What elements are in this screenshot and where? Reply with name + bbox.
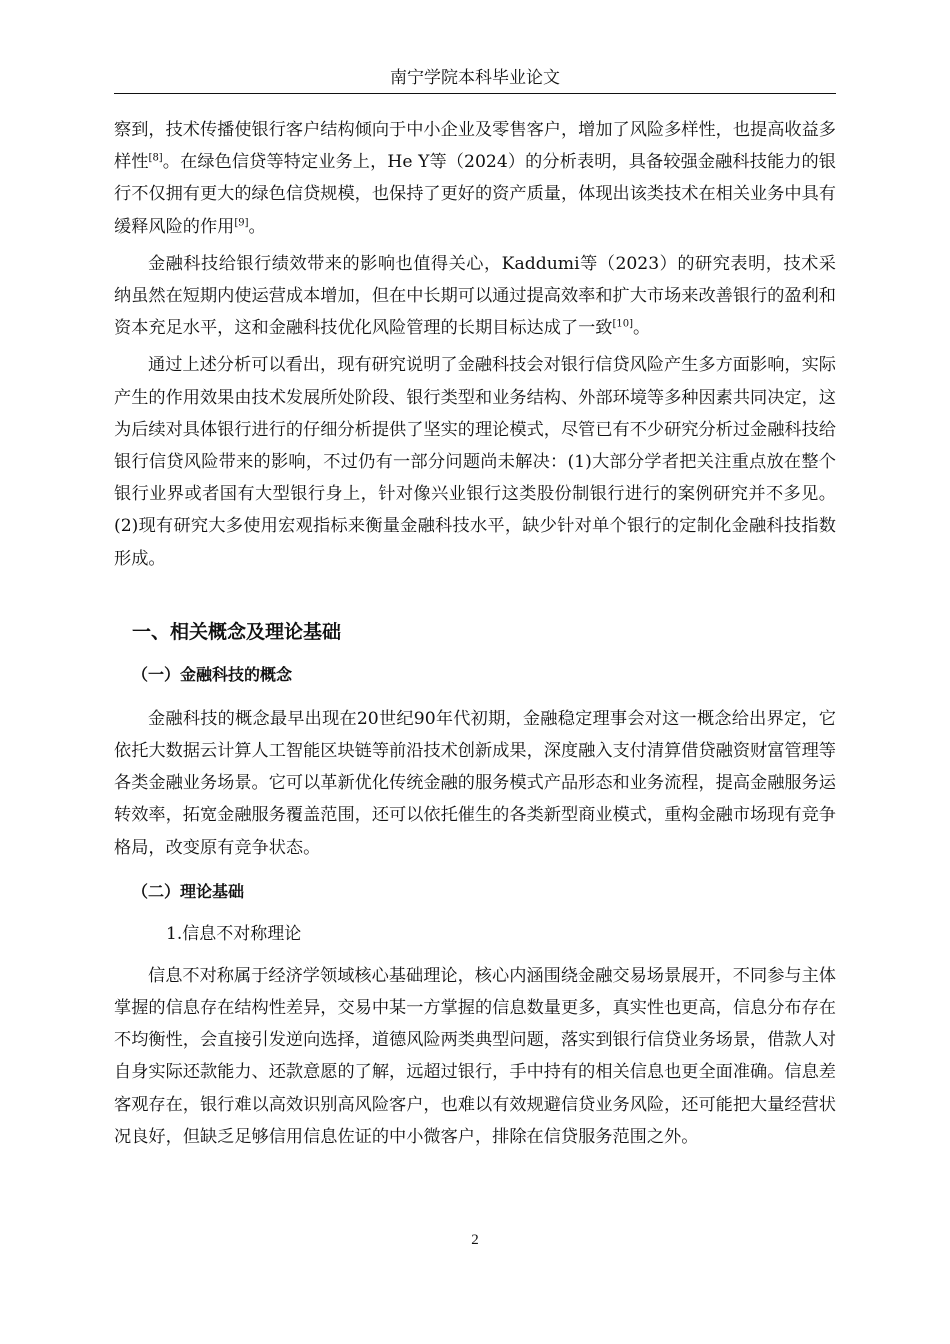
paragraph-2-text: 金融科技给银行绩效带来的影响也值得关心，Kaddumi等（2023）的研究表明，技术采纳虽然在短期内使运营成本增加，但在中长期可以通过提高效率和扩大市场来改善银行的盈利和资本充足水平，这和金融科技优化风险管理的长期目标达成了一致 — [114, 253, 836, 339]
section-heading: 一、相关概念及理论基础 — [132, 620, 342, 643]
paragraph-3: 通过上述分析可以看出，现有研究说明了金融科技会对银行信贷风险产生多方面影响，实际产生的作用效果由技术发展所处阶段、银行类型和业务结构、外部环境等多种因素共同决定，这为后续对具体银行进行的仔细分析提供了坚实的理论模式，尽管已有不少研究分析过金融科技给银行信贷风险带来的影响，不过仍有一部分问题尚未解决：(1)大部分学者把关注重点放在整个银行业界或者国有大型银行身上，针对像兴业银行这类股份制银行进行的案例研究并不多见。(2)现有研究大多使用宏观指标来衡量金融科技水平，缺少针对单个银行的定制化金融科技指数形成。 — [114, 355, 836, 569]
fintech-concept-paragraph: 金融科技的概念最早出现在20世纪90年代初期，金融稳定理事会对这一概念给出界定，它依托大数据云计算人工智能区块链等前沿技术创新成果，深度融入支付清算借贷融资财富管理等各类金融业务场景。它可以革新优化传统金融的服务模式产品形态和业务流程，提高金融服务运转效率，拓宽金融服务覆盖范围，还可以依托催生的各类新型商业模式，重构金融市场现有竞争格局，改变原有竞争状态。 — [114, 708, 836, 858]
header-rule — [114, 93, 836, 94]
subsection-heading-2: （二）理论基础 — [132, 881, 245, 901]
paragraph-2 — [114, 248, 836, 345]
subsection-heading-1: （一）金融科技的概念 — [132, 664, 293, 684]
paragraph-1-text: 察到，技术传播使银行客户结构倾向于中小企业及零售客户，增加了风险多样性，也提高收益多样性 — [114, 120, 836, 173]
citation-10: [10] — [612, 318, 633, 330]
theory-heading-1: 1.信息不对称理论 — [166, 923, 302, 944]
page-body — [114, 114, 836, 1153]
citation-9: [9] — [234, 216, 249, 228]
running-header: 南宁学院本科毕业论文 — [390, 68, 560, 88]
paragraph-2-text-2: 。 — [632, 318, 651, 339]
page-number: 2 — [471, 1232, 479, 1248]
paragraph-1-text-3: 。 — [248, 216, 266, 237]
citation-8: [8] — [148, 152, 163, 164]
information-asymmetry-paragraph: 信息不对称属于经济学领域核心基础理论，核心内涵围绕金融交易场景展开，不同参与主体掌握的信息存在结构性差异，交易中某一方掌握的信息数量更多，真实性也更高，信息分布存在不均衡性，会直接引发逆向选择，道德风险两类典型问题，落实到银行信贷业务场景，借款人对自身实际还款能力、还款意愿的了解，远超过银行，手中持有的相关信息也更全面准确。信息差客观存在，银行难以高效识别高风险客户，也难以有效规避信贷业务风险，还可能把大量经营状况良好，但缺乏足够信用信息佐证的中小微客户，排除在信贷服务范围之外。 — [114, 965, 836, 1147]
paragraph-1-text-2: 。在绿色信贷等特定业务上，He Y等（2024）的分析表明，具备较强金融科技能力的银行不仅拥有更大的绿色信贷规模，也保持了更好的资产质量，体现出该类技术在相关业务中具有缓释风险的作用 — [114, 152, 836, 237]
paragraph-1 — [114, 114, 836, 243]
